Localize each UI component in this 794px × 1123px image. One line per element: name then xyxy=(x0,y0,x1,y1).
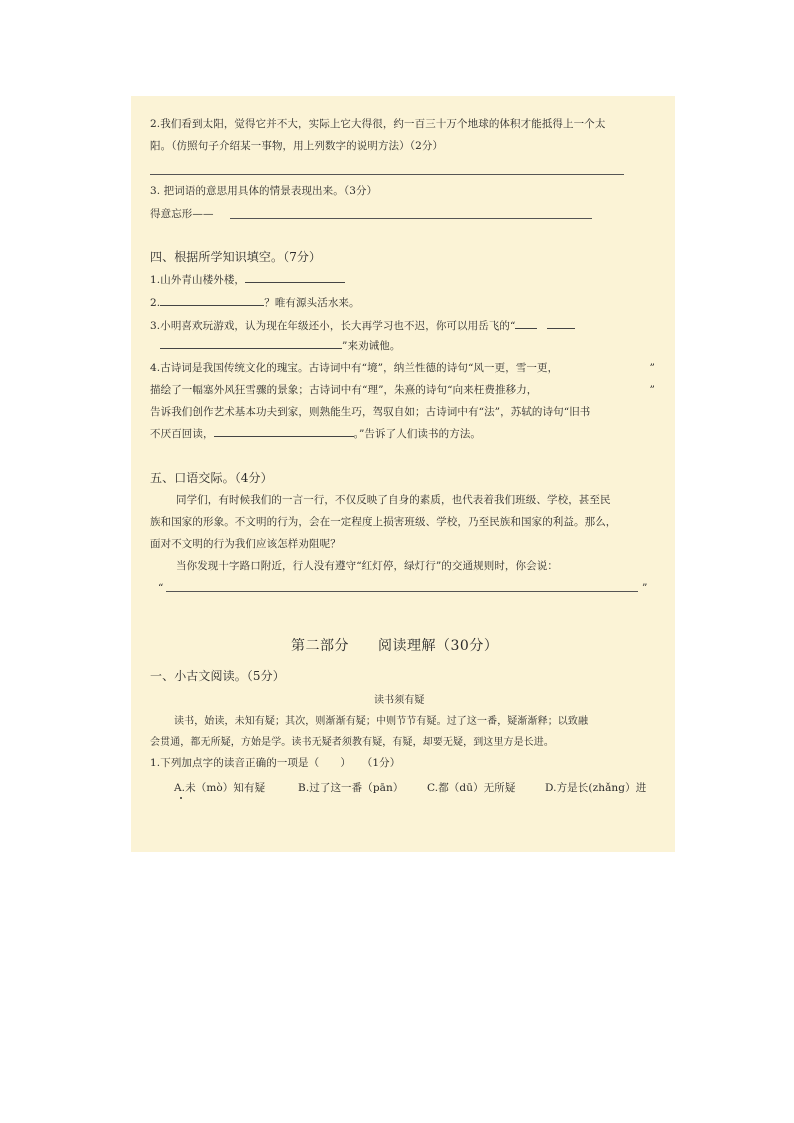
section-5-para-3: 面对不文明的行为我们应该怎样劝阻呢？ xyxy=(150,538,341,550)
close-quote: ” xyxy=(642,582,648,594)
option-b: B.过了这一番（pān） xyxy=(298,782,404,794)
section-1-title: 一、小古文阅读。（5分） xyxy=(150,669,285,683)
close-quote: ” xyxy=(649,362,655,374)
item-4-2 xyxy=(150,296,360,310)
question-2-line-2: 阳。（仿照句子介绍某一事物，用上列数字的说明方法）（2分） xyxy=(150,140,444,152)
section-5-para-1: 同学们，有时候我们的一言一行，不仅反映了自身的素质，也代表着我们班级、学校，甚至民 xyxy=(176,494,611,506)
item-4-3-line-1 xyxy=(150,319,575,333)
passage-title: 读书须有疑 xyxy=(374,695,425,706)
blank xyxy=(515,319,537,329)
open-quote: “ xyxy=(158,582,164,594)
item-4-4-line-1 xyxy=(150,361,655,375)
blank xyxy=(214,427,354,437)
blank xyxy=(160,296,264,306)
answer-line xyxy=(166,591,638,592)
section-5-para-4: 当你发现十字路口附近，行人没有遵守“红灯停，绿灯行”的交通规则时，你会说： xyxy=(176,560,558,572)
answer-line xyxy=(230,218,592,219)
option-a: A.未（mò）知有疑 xyxy=(174,782,266,794)
section-5-title: 五、口语交际。（4分） xyxy=(150,471,273,485)
option-d: D.方是长(zhǎng）进 xyxy=(545,782,647,794)
emphasis-dot xyxy=(180,797,182,799)
part-2-title: 第二部分 阅读理解（30分） xyxy=(291,638,499,654)
section-4-title: 四、根据所学知识填空。（7分） xyxy=(150,250,322,264)
item-4-3-text: 3.小明喜欢玩游戏，认为现在年级还小，长大再学习也不迟，你可以用岳飞的“ xyxy=(150,320,516,332)
item-4-4-text-a: 4.古诗词是我国传统文化的瑰宝。古诗词中有“境”，纳兰性德的诗句“风一更，雪一更， xyxy=(150,362,559,374)
item-4-3-end: ”来劝诫他。 xyxy=(342,340,401,352)
passage-line-2: 会贯通，都无所疑，方始是学。读书无疑者须教有疑，有疑，却要无疑，到这里方是长进。 xyxy=(150,737,554,748)
item-4-2-suffix: ？唯有源头活水来。 xyxy=(264,297,360,309)
item-4-4-suffix: 。”告诉了人们读书的方法。 xyxy=(353,428,482,440)
item-4-1 xyxy=(150,273,345,287)
section-5-para-2: 族和国家的形象。不文明的行为，会在一定程度上损害班级、学校，乃至民族和国家的利益。那么， xyxy=(150,516,617,528)
question-1: 1.下列加点字的读音正确的一项是（ ） （1分） xyxy=(150,757,401,769)
item-4-3-line-2 xyxy=(160,339,400,353)
item-4-4-line-2 xyxy=(150,383,655,397)
answer-line xyxy=(150,174,624,175)
question-3-word: 得意忘形—— xyxy=(150,208,214,220)
item-4-4-prefix: 不厌百回读， xyxy=(150,428,214,440)
item-4-4-line-3: 告诉我们创作艺术基本功夫到家，则熟能生巧，驾驭自如；古诗词中有“法”，苏轼的诗句“旧书 xyxy=(150,406,591,418)
close-quote: ” xyxy=(649,384,655,396)
option-c: C.都（dū）无所疑 xyxy=(427,782,516,794)
item-4-1-text: 1.山外青山楼外楼， xyxy=(150,274,246,286)
passage-line-1: 读书，始读，未知有疑；其次，则渐渐有疑；中则节节有疑。过了这一番，疑渐渐释；以致融 xyxy=(174,716,589,727)
item-4-4-text-b: 描绘了一幅塞外风狂雪骤的景象；古诗词中有“理”，朱熹的诗句“向来枉费推移力， xyxy=(150,384,538,396)
blank xyxy=(160,339,342,349)
item-4-2-prefix: 2. xyxy=(150,297,161,309)
question-2-line-1: 2.我们看到太阳，觉得它并不大，实际上它大得很，约一百三十万个地球的体积才能抵得上一个太 xyxy=(150,118,606,130)
item-4-4-line-4 xyxy=(150,427,481,441)
blank xyxy=(547,319,575,329)
question-3: 3. 把词语的意思用具体的情景表现出来。（3分） xyxy=(150,185,378,197)
blank xyxy=(245,273,345,283)
